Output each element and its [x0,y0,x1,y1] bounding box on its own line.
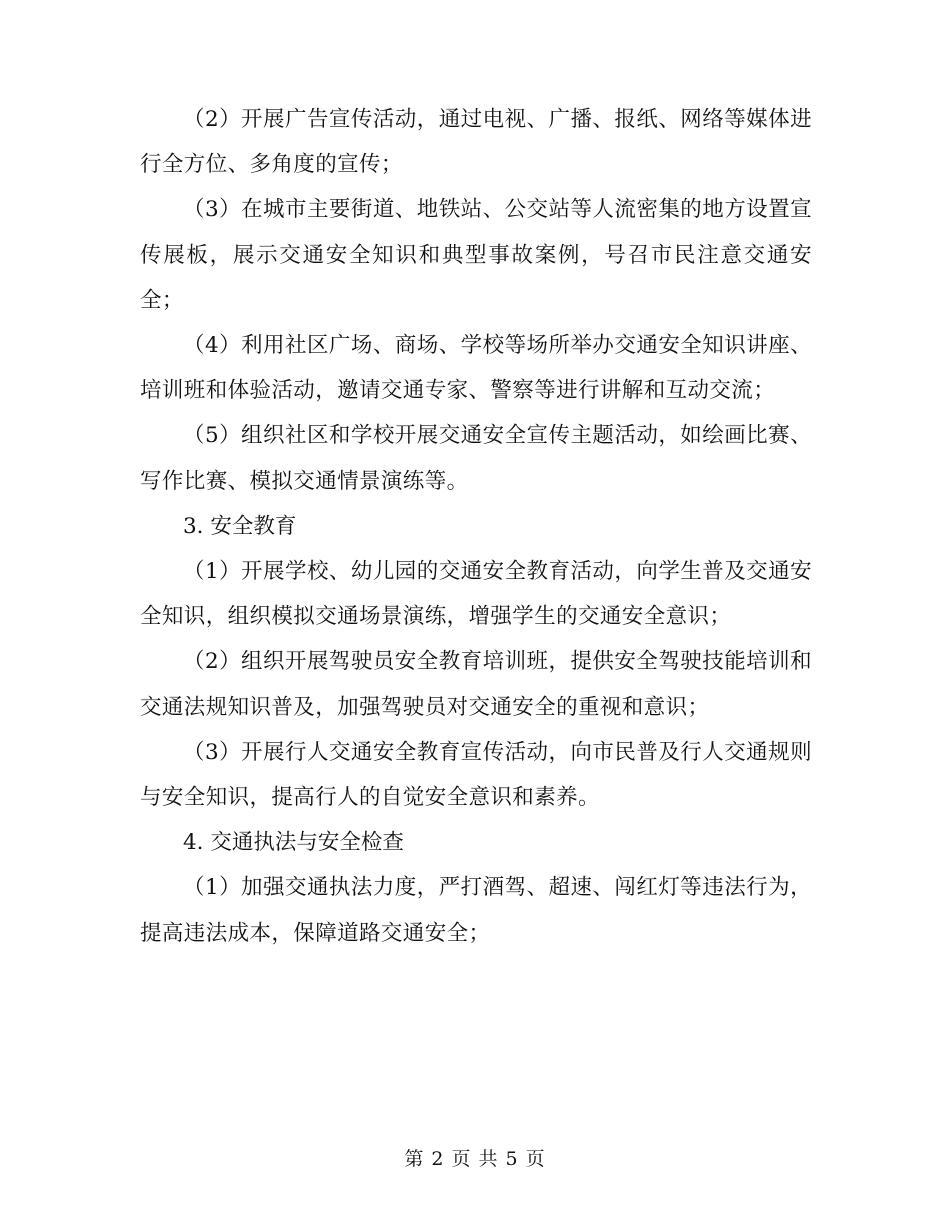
paragraph-item-4-lectures: （4）利用社区广场、商场、学校等场所举办交通安全知识讲座、培训班和体验活动，邀请交通专家、警察等进行讲解和互动交流； [140,333,812,404]
paragraph-item-1-school-education: （1）开展学校、幼儿园的交通安全教育活动，向学生普及交通安全知识，组织模拟交通场景演练，增强学生的交通安全意识； [140,559,812,630]
paragraph-item-2-ad-campaign: （2）开展广告宣传活动，通过电视、广播、报纸、网络等媒体进行全方位、多角度的宣传； [140,107,812,178]
paragraph-item-5-theme-activities: （5）组织社区和学校开展交通安全宣传主题活动，如绘画比赛、写作比赛、模拟交通情景演练等。 [140,423,812,494]
page-number-footer: 第 2 页 共 5 页 [404,1148,546,1170]
paragraph-item-3-pedestrian-education: （3）开展行人交通安全教育宣传活动，向市民普及行人交通规则与安全知识，提高行人的自觉安全意识和素养。 [140,739,812,811]
section-heading-safety-education: 3. 安全教育 [183,513,297,539]
paragraph-item-1-enforcement: （1）加强交通执法力度，严打酒驾、超速、闯红灯等违法行为，提高违法成本，保障道路交通安全； [140,875,812,946]
document-body [140,97,812,956]
section-heading-enforcement: 4. 交通执法与安全检查 [183,830,404,856]
paragraph-item-3-display-boards: （3）在城市主要街道、地铁站、公交站等人流密集的地方设置宣传展板，展示交通安全知识和典型事故案例，号召市民注意交通安全； [140,197,812,313]
paragraph-item-2-driver-training: （2）组织开展驾驶员安全教育培训班，提供安全驾驶技能培训和交通法规知识普及，加强驾驶员对交通安全的重视和意识； [140,649,812,720]
